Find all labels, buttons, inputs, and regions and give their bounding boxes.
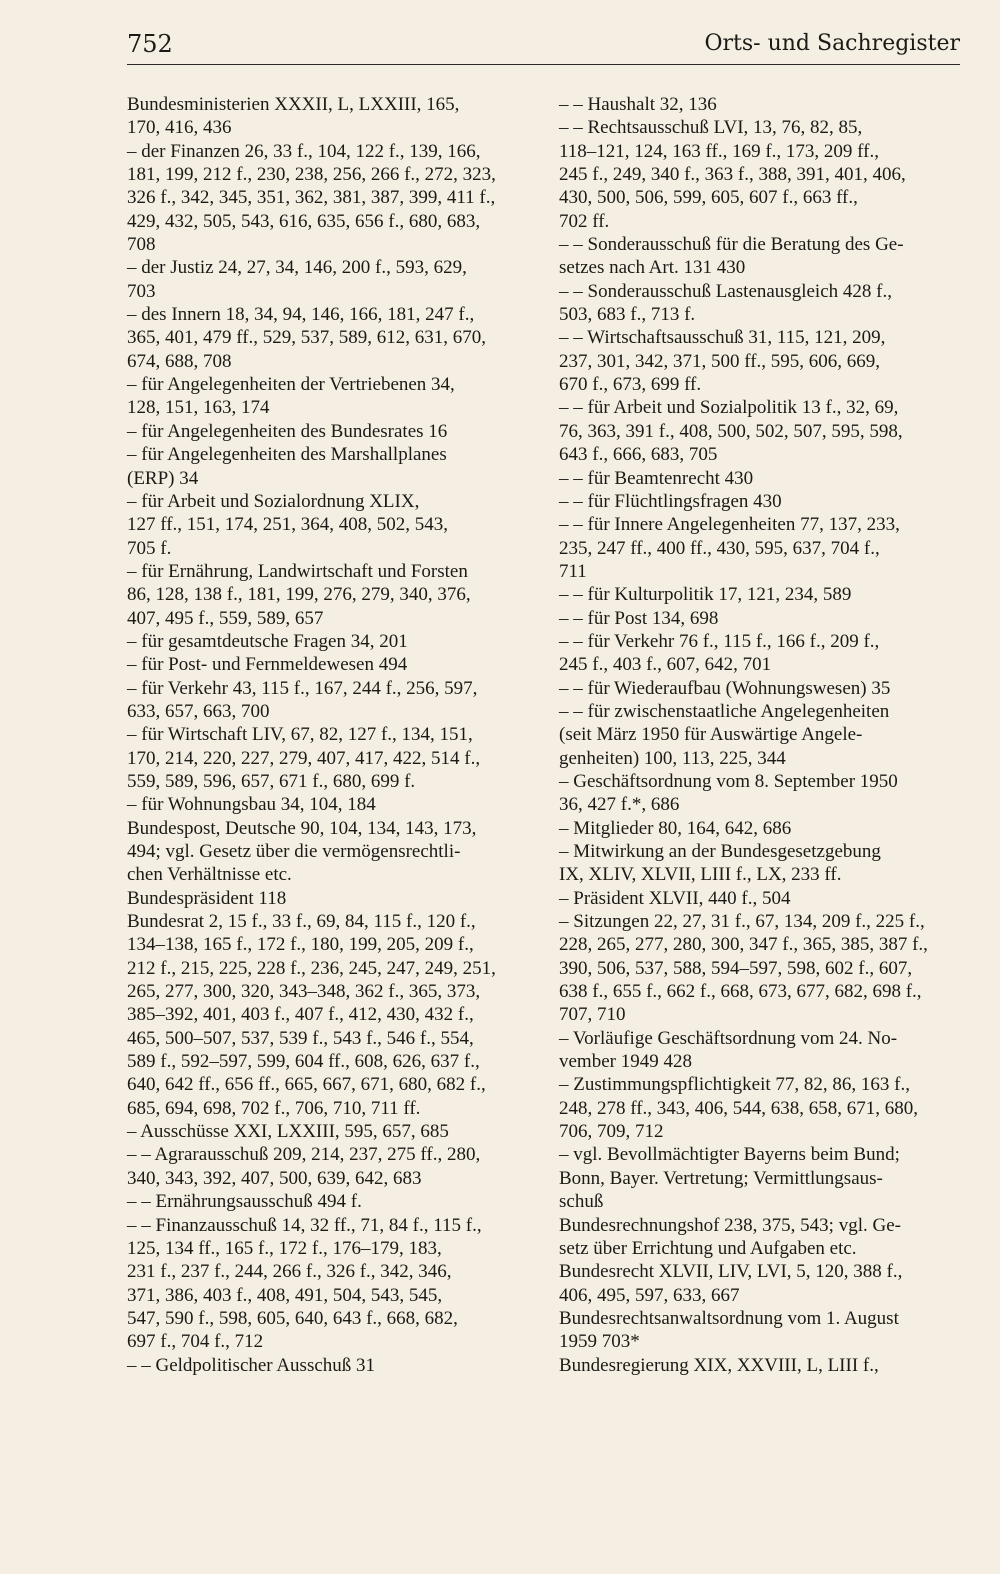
index-entry-line: schuß — [559, 1191, 604, 1213]
index-entry-line: 326 f., 342, 345, 351, 362, 381, 387, 399, 411 f., — [127, 187, 496, 209]
index-entry — [127, 490, 522, 560]
index-entry-line: 674, 688, 708 — [127, 350, 232, 372]
index-entry — [127, 1120, 522, 1143]
index-entry — [127, 1143, 522, 1190]
page-header — [127, 28, 960, 64]
index-entry — [559, 630, 955, 677]
index-entry — [559, 887, 955, 910]
index-entry-line: – der Finanzen 26, 33 f., 104, 122 f., 139, 166, — [127, 140, 481, 162]
index-entry — [127, 653, 522, 676]
index-entry-line: Bundesregierung XIX, XXVIII, L, LIII f., — [559, 1354, 879, 1376]
index-entry-line: – für Verkehr 43, 115 f., 167, 244 f., 256, 597, — [127, 677, 478, 699]
index-entry — [559, 280, 955, 327]
index-entry-line: 702 ff. — [559, 210, 610, 232]
index-entry-line: – – für Post 134, 698 — [559, 607, 719, 629]
index-entry — [127, 630, 522, 653]
index-entry-line: 231 f., 237 f., 244, 266 f., 326 f., 342, 346, — [127, 1261, 452, 1283]
index-entry-line: 365, 401, 479 ff., 529, 537, 589, 612, 631, 670, — [127, 327, 487, 349]
index-entry — [559, 513, 955, 583]
index-entry-line: – – Sonderausschuß für die Beratung des Ge- — [559, 234, 904, 256]
index-entry-line: 170, 214, 220, 227, 279, 407, 417, 422, 514 f., — [127, 747, 481, 769]
index-entry-line: 429, 432, 505, 543, 616, 635, 656 f., 680, 683, — [127, 210, 481, 232]
index-entry-line: 465, 500–507, 537, 539 f., 543 f., 546 f., 554, — [127, 1027, 474, 1049]
index-entry — [559, 1214, 955, 1261]
index-entry-line: 245 f., 249, 340 f., 363 f., 388, 391, 401, 406, — [559, 164, 906, 186]
index-entry-line: 547, 590 f., 598, 605, 640, 643 f., 668, 682, — [127, 1307, 458, 1329]
index-entry-line: 385–392, 401, 403 f., 407 f., 412, 430, 432 f., — [127, 1004, 474, 1026]
index-entry-line: – für Angelegenheiten des Bundesrates 16 — [127, 420, 448, 442]
index-entry-line: setz über Errichtung und Aufgaben etc. — [559, 1237, 857, 1259]
index-column-right — [559, 93, 955, 1377]
index-entry-line: Bundesrechtsanwaltsordnung vom 1. August — [559, 1307, 899, 1329]
index-entry — [127, 256, 522, 303]
index-entry — [127, 677, 522, 724]
index-entry-line: 643 f., 666, 683, 705 — [559, 444, 718, 466]
index-entry-line: 406, 495, 597, 633, 667 — [559, 1284, 740, 1306]
index-entry-line: genheiten) 100, 113, 225, 344 — [559, 747, 786, 769]
index-entry-line: – des Innern 18, 34, 94, 146, 166, 181, 247 f., — [127, 304, 475, 326]
index-entry — [127, 373, 522, 420]
index-entry-line: – vgl. Bevollmächtigter Bayerns beim Bund; — [559, 1144, 900, 1166]
index-entry-line: – – für zwischenstaatliche Angelegenheiten — [559, 700, 890, 722]
index-entry-line: (seit März 1950 für Auswärtige Angele- — [559, 724, 863, 746]
index-entry — [127, 1190, 522, 1213]
index-entry — [127, 887, 522, 910]
index-entry — [127, 723, 522, 793]
index-entry-line: 134–138, 165 f., 172 f., 180, 199, 205, 209 f., — [127, 934, 474, 956]
index-entry-line: Bundespräsident 118 — [127, 887, 287, 909]
index-entry — [559, 607, 955, 630]
index-entry-line: 707, 710 — [559, 1004, 626, 1026]
index-entry-line: – – Wirtschaftsausschuß 31, 115, 121, 209, — [559, 327, 886, 349]
index-entry — [127, 140, 522, 257]
index-entry-line: – Vorläufige Geschäftsordnung vom 24. No- — [559, 1027, 898, 1049]
index-entry — [559, 583, 955, 606]
index-entry-line: – Ausschüsse XXI, LXXIII, 595, 657, 685 — [127, 1121, 449, 1143]
index-entry-line: – für Wirtschaft LIV, 67, 82, 127 f., 134, 151, — [127, 724, 473, 746]
index-entry-line: 127 ff., 151, 174, 251, 364, 408, 502, 543, — [127, 514, 449, 536]
index-entry — [127, 420, 522, 443]
index-entry-line: IX, XLIV, XLVII, LIII f., LX, 233 ff. — [559, 864, 842, 886]
index-entry-line: 706, 709, 712 — [559, 1121, 664, 1143]
index-entry-line: 245 f., 403 f., 607, 642, 701 — [559, 654, 772, 676]
index-entry-line: – – für Innere Angelegenheiten 77, 137, 233, — [559, 514, 900, 536]
index-entry-line: – für Angelegenheiten des Marshallplanes — [127, 444, 447, 466]
index-entry-line: 125, 134 ff., 165 f., 172 f., 176–179, 183, — [127, 1237, 442, 1259]
index-entry-line: 703 — [127, 280, 156, 302]
index-entry — [559, 396, 955, 466]
index-entry-line: 181, 199, 212 f., 230, 238, 256, 266 f., 272, 323, — [127, 164, 496, 186]
index-entry-line: 86, 128, 138 f., 181, 199, 276, 279, 340, 376, — [127, 584, 471, 606]
index-entry-line: 228, 265, 277, 280, 300, 347 f., 365, 385, 387 f., — [559, 934, 928, 956]
index-entry-line: chen Verhältnisse etc. — [127, 864, 292, 886]
index-entry — [127, 910, 522, 1120]
index-entry-line: – – Agrarausschuß 209, 214, 237, 275 ff., 280, — [127, 1144, 481, 1166]
index-entry-line: – für Arbeit und Sozialordnung XLIX, — [127, 490, 420, 512]
index-entry-line: 248, 278 ff., 343, 406, 544, 638, 658, 671, 680, — [559, 1097, 919, 1119]
index-entry — [559, 1143, 955, 1213]
index-entry-line: 265, 277, 300, 320, 343–348, 362 f., 365, 373, — [127, 981, 481, 1003]
index-entry-line: setzes nach Art. 131 430 — [559, 257, 746, 279]
index-entry-line: – Geschäftsordnung vom 8. September 1950 — [559, 770, 898, 792]
index-entry-line: – Präsident XLVII, 440 f., 504 — [559, 887, 791, 909]
index-entry-line: 503, 683 f., 713 f. — [559, 304, 696, 326]
index-entry-line: 118–121, 124, 163 ff., 169 f., 173, 209 ff., — [559, 140, 879, 162]
index-entry-line: – – Geldpolitischer Ausschuß 31 — [127, 1354, 376, 1376]
index-entry-line: Bonn, Bayer. Vertretung; Vermittlungsaus- — [559, 1167, 883, 1189]
index-entry-line: 170, 416, 436 — [127, 117, 232, 139]
index-entry-line: – der Justiz 24, 27, 34, 146, 200 f., 593, 629, — [127, 257, 467, 279]
index-entry-line: 36, 427 f.*, 686 — [559, 794, 680, 816]
index-entry-line: – Sitzungen 22, 27, 31 f., 67, 134, 209 f., 225 f., — [559, 911, 925, 933]
index-entry-line: Bundesrecht XLVII, LIV, LVI, 5, 120, 388 f., — [559, 1261, 903, 1283]
index-entry — [559, 910, 955, 1027]
index-entry — [559, 1027, 955, 1074]
index-entry-line: – – für Arbeit und Sozialpolitik 13 f., 32, 69, — [559, 397, 899, 419]
index-entry-line: – – für Flüchtlingsfragen 430 — [559, 490, 782, 512]
index-entry-line: – für Post- und Fernmeldewesen 494 — [127, 654, 408, 676]
index-entry — [559, 770, 955, 817]
index-entry — [559, 93, 955, 116]
index-entry-line: – für gesamtdeutsche Fragen 34, 201 — [127, 630, 408, 652]
index-entry — [559, 840, 955, 887]
index-entry-line: (ERP) 34 — [127, 467, 199, 489]
index-entry — [559, 467, 955, 490]
index-entry-line: – Mitglieder 80, 164, 642, 686 — [559, 817, 792, 839]
index-entry-line: 128, 151, 163, 174 — [127, 397, 270, 419]
page-number: 752 — [127, 30, 173, 58]
index-entry-line: 371, 386, 403 f., 408, 491, 504, 543, 545, — [127, 1284, 443, 1306]
index-entry-line: Bundespost, Deutsche 90, 104, 134, 143, 173, — [127, 817, 477, 839]
index-entry-line: – – Haushalt 32, 136 — [559, 94, 717, 115]
index-entry-line: 340, 343, 392, 407, 500, 639, 642, 683 — [127, 1167, 422, 1189]
index-entry — [127, 93, 522, 140]
index-entry — [559, 233, 955, 280]
index-entry-line: 494; vgl. Gesetz über die vermögensrechtli- — [127, 841, 461, 862]
index-entry-line: Bundesrechnungshof 238, 375, 543; vgl. Ge- — [559, 1214, 901, 1236]
index-entry-line: – – für Verkehr 76 f., 115 f., 166 f., 209 f., — [559, 630, 880, 652]
index-entry-line: 1959 703* — [559, 1331, 640, 1353]
index-entry-line: – – Ernährungsausschuß 494 f. — [127, 1191, 362, 1213]
index-entry-line: 390, 506, 537, 588, 594–597, 598, 602 f., 607, — [559, 957, 913, 979]
index-entry — [559, 116, 955, 233]
index-entry-line: – – für Beamtenrecht 430 — [559, 467, 754, 489]
index-entry — [127, 1354, 522, 1377]
index-entry-line: – – Finanzausschuß 14, 32 ff., 71, 84 f., 115 f., — [127, 1214, 482, 1236]
index-entry-line: – Mitwirkung an der Bundesgesetzgebung — [559, 841, 881, 862]
index-entry-line: – – für Kulturpolitik 17, 121, 234, 589 — [559, 584, 852, 606]
index-entry-line: 697 f., 704 f., 712 — [127, 1331, 264, 1353]
index-column-left — [127, 93, 522, 1377]
index-entry — [127, 817, 522, 887]
index-entry-line: 235, 247 ff., 400 ff., 430, 595, 637, 704 f., — [559, 537, 880, 559]
index-entry — [559, 326, 955, 396]
index-entry-line: – für Ernährung, Landwirtschaft und Forsten — [127, 560, 468, 582]
index-entry-line: Bundesrat 2, 15 f., 33 f., 69, 84, 115 f., 120 f., — [127, 911, 476, 933]
index-entry-line: – Zustimmungspflichtigkeit 77, 82, 86, 163 f., — [559, 1074, 910, 1096]
index-entry — [559, 1073, 955, 1143]
index-entry-line: 212 f., 215, 225, 228 f., 236, 245, 247, 249, 251, — [127, 957, 496, 979]
index-entry-line: – – für Wiederaufbau (Wohnungswesen) 35 — [559, 677, 891, 699]
index-entry-line: vember 1949 428 — [559, 1051, 692, 1073]
index-entry — [559, 490, 955, 513]
index-entry-line: Bundesministerien XXXII, L, LXXIII, 165, — [127, 94, 460, 115]
index-entry-line: – für Wohnungsbau 34, 104, 184 — [127, 794, 376, 816]
index-entry-line: – – Rechtsausschuß LVI, 13, 76, 82, 85, — [559, 117, 863, 139]
index-entry-line: 407, 495 f., 559, 589, 657 — [127, 607, 324, 629]
index-entry-line: 711 — [559, 560, 587, 582]
index-entry — [127, 303, 522, 373]
index-entry-line: 633, 657, 663, 700 — [127, 700, 270, 722]
index-entry — [559, 1354, 955, 1377]
index-entry-line: 708 — [127, 234, 156, 256]
index-entry-line: 430, 500, 506, 599, 605, 607 f., 663 ff., — [559, 187, 858, 209]
index-entry — [127, 1214, 522, 1354]
index-entry-line: 638 f., 655 f., 662 f., 668, 673, 677, 682, 698 f., — [559, 981, 922, 1003]
index-entry — [559, 1307, 955, 1354]
index-entry-line: 237, 301, 342, 371, 500 ff., 595, 606, 669, — [559, 350, 881, 372]
index-entry-line: 589 f., 592–597, 599, 604 ff., 608, 626, 637 f., — [127, 1051, 480, 1073]
header-rule — [127, 64, 960, 65]
index-entry — [127, 443, 522, 490]
index-entry — [559, 700, 955, 770]
index-entry-line: – – Sonderausschuß Lastenausgleich 428 f., — [559, 280, 892, 302]
index-entry — [127, 793, 522, 816]
index-entry — [559, 1260, 955, 1307]
index-entry — [559, 677, 955, 700]
index-entry-line: 670 f., 673, 699 ff. — [559, 374, 702, 396]
index-entry-line: 705 f. — [127, 537, 172, 559]
index-entry-line: – für Angelegenheiten der Vertriebenen 34, — [127, 374, 455, 396]
index-entry-line: 76, 363, 391 f., 408, 500, 502, 507, 595, 598, — [559, 420, 903, 442]
index-entry-line: 685, 694, 698, 702 f., 706, 710, 711 ff. — [127, 1097, 421, 1119]
index-entry-line: 559, 589, 596, 657, 671 f., 680, 699 f. — [127, 770, 416, 792]
index-entry — [559, 817, 955, 840]
running-title: Orts- und Sachregister — [704, 31, 960, 56]
index-entry — [127, 560, 522, 630]
index-entry-line: 640, 642 ff., 656 ff., 665, 667, 671, 680, 682 f., — [127, 1074, 486, 1096]
